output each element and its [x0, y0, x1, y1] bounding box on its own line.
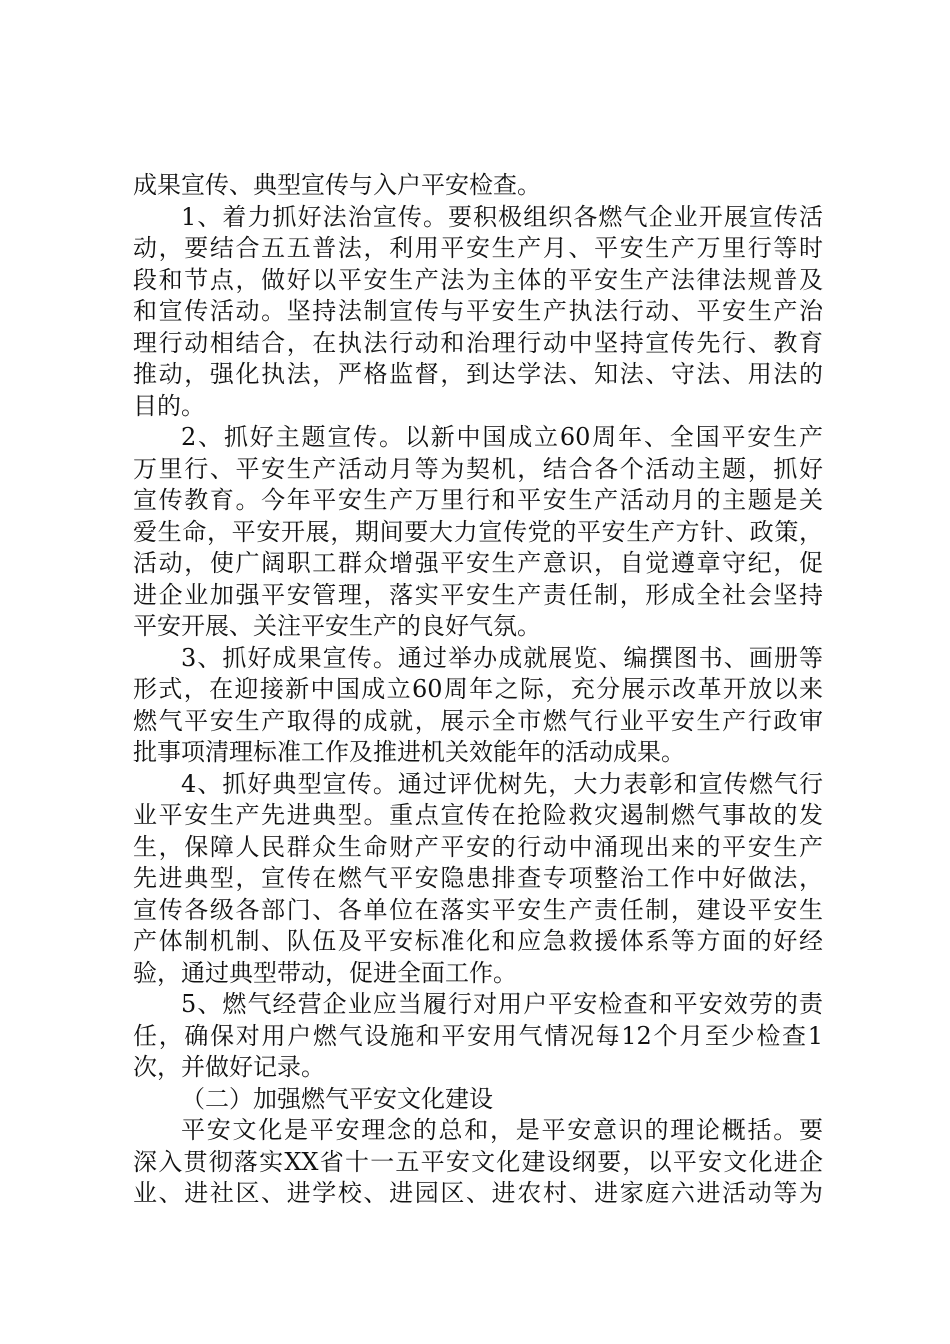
text-line: 平安开展、关注平安生产的良好气氛。: [133, 612, 541, 640]
text-line: 任，确保对用户燃气设施和平安用气情况每12个月至少检查1: [133, 1021, 823, 1050]
text-line: 成果宣传、典型宣传与入户平安检查。: [133, 171, 541, 199]
text-line: 进企业加强平安管理，落实平安生产责任制，形成全社会坚持: [133, 580, 823, 609]
body-text: [133, 170, 823, 1210]
text-line: 爱生命，平安开展，期间要大力宣传党的平安生产方针、政策，: [133, 517, 823, 546]
text-line: 目的。: [133, 391, 205, 420]
text-line: 燃气平安生产取得的成就，展示全市燃气行业平安生产行政审: [133, 706, 823, 735]
text-line: 先进典型，宣传在燃气平安隐患排查专项整治工作中好做法，: [133, 864, 823, 892]
text-line: 形式，在迎接新中国成立60周年之际，充分展示改革开放以来: [133, 675, 823, 703]
text-line: 批事项清理标准工作及推进机关效能年的活动成果。: [133, 738, 685, 766]
text-line: 深入贯彻落实XX省十一五平安文化建设纲要，以平安文化进企: [133, 1147, 823, 1176]
text-line: （二）加强燃气平安文化建设: [181, 1084, 493, 1113]
text-line: 4、抓好典型宣传。通过评优树先，大力表彰和宣传燃气行: [181, 769, 823, 798]
text-line: 宣传教育。今年平安生产万里行和平安生产活动月的主题是关: [133, 486, 823, 514]
text-line: 和宣传活动。坚持法制宣传与平安生产执法行动、平安生产治: [133, 297, 823, 325]
text-line: 验，通过典型带动，促进全面工作。: [133, 958, 517, 987]
text-line: 动，要结合五五普法，利用平安生产月、平安生产万里行等时: [133, 234, 823, 262]
text-line: 理行动相结合，在执法行动和治理行动中坚持宣传先行、教育: [133, 328, 823, 357]
text-line: 宣传各级各部门、各单位在落实平安生产责任制，建设平安生: [133, 895, 823, 924]
text-line: 业、进社区、进学校、进园区、进农村、进家庭六进活动等为: [133, 1179, 823, 1207]
text-line: 5、燃气经营企业应当履行对用户平安检查和平安效劳的责: [181, 990, 823, 1018]
text-line: 万里行、平安生产活动月等为契机，结合各个活动主题，抓好: [133, 454, 823, 483]
text-line: 产体制机制、队伍及平安标准化和应急救援体系等方面的好经: [133, 927, 823, 955]
text-line: 2、抓好主题宣传。以新中国成立60周年、全国平安生产: [181, 423, 823, 451]
text-line: 1、着力抓好法治宣传。要积极组织各燃气企业开展宣传活: [181, 202, 823, 231]
text-line: 段和节点，做好以平安生产法为主体的平安生产法律法规普及: [133, 265, 823, 294]
text-line: 生，保障人民群众生命财产平安的行动中涌现出来的平安生产: [133, 832, 823, 861]
text-line: 活动，使广阔职工群众增强平安生产意识，自觉遵章守纪，促: [133, 549, 823, 577]
text-line: 推动，强化执法，严格监督，到达学法、知法、守法、用法的: [133, 360, 823, 388]
text-line: 3、抓好成果宣传。通过举办成就展览、编撰图书、画册等: [181, 643, 823, 672]
text-line: 平安文化是平安理念的总和，是平安意识的理论概括。要: [181, 1116, 823, 1144]
text-line: 次，并做好记录。: [133, 1053, 325, 1081]
text-line: 业平安生产先进典型。重点宣传在抢险救灾遏制燃气事故的发: [133, 801, 823, 829]
